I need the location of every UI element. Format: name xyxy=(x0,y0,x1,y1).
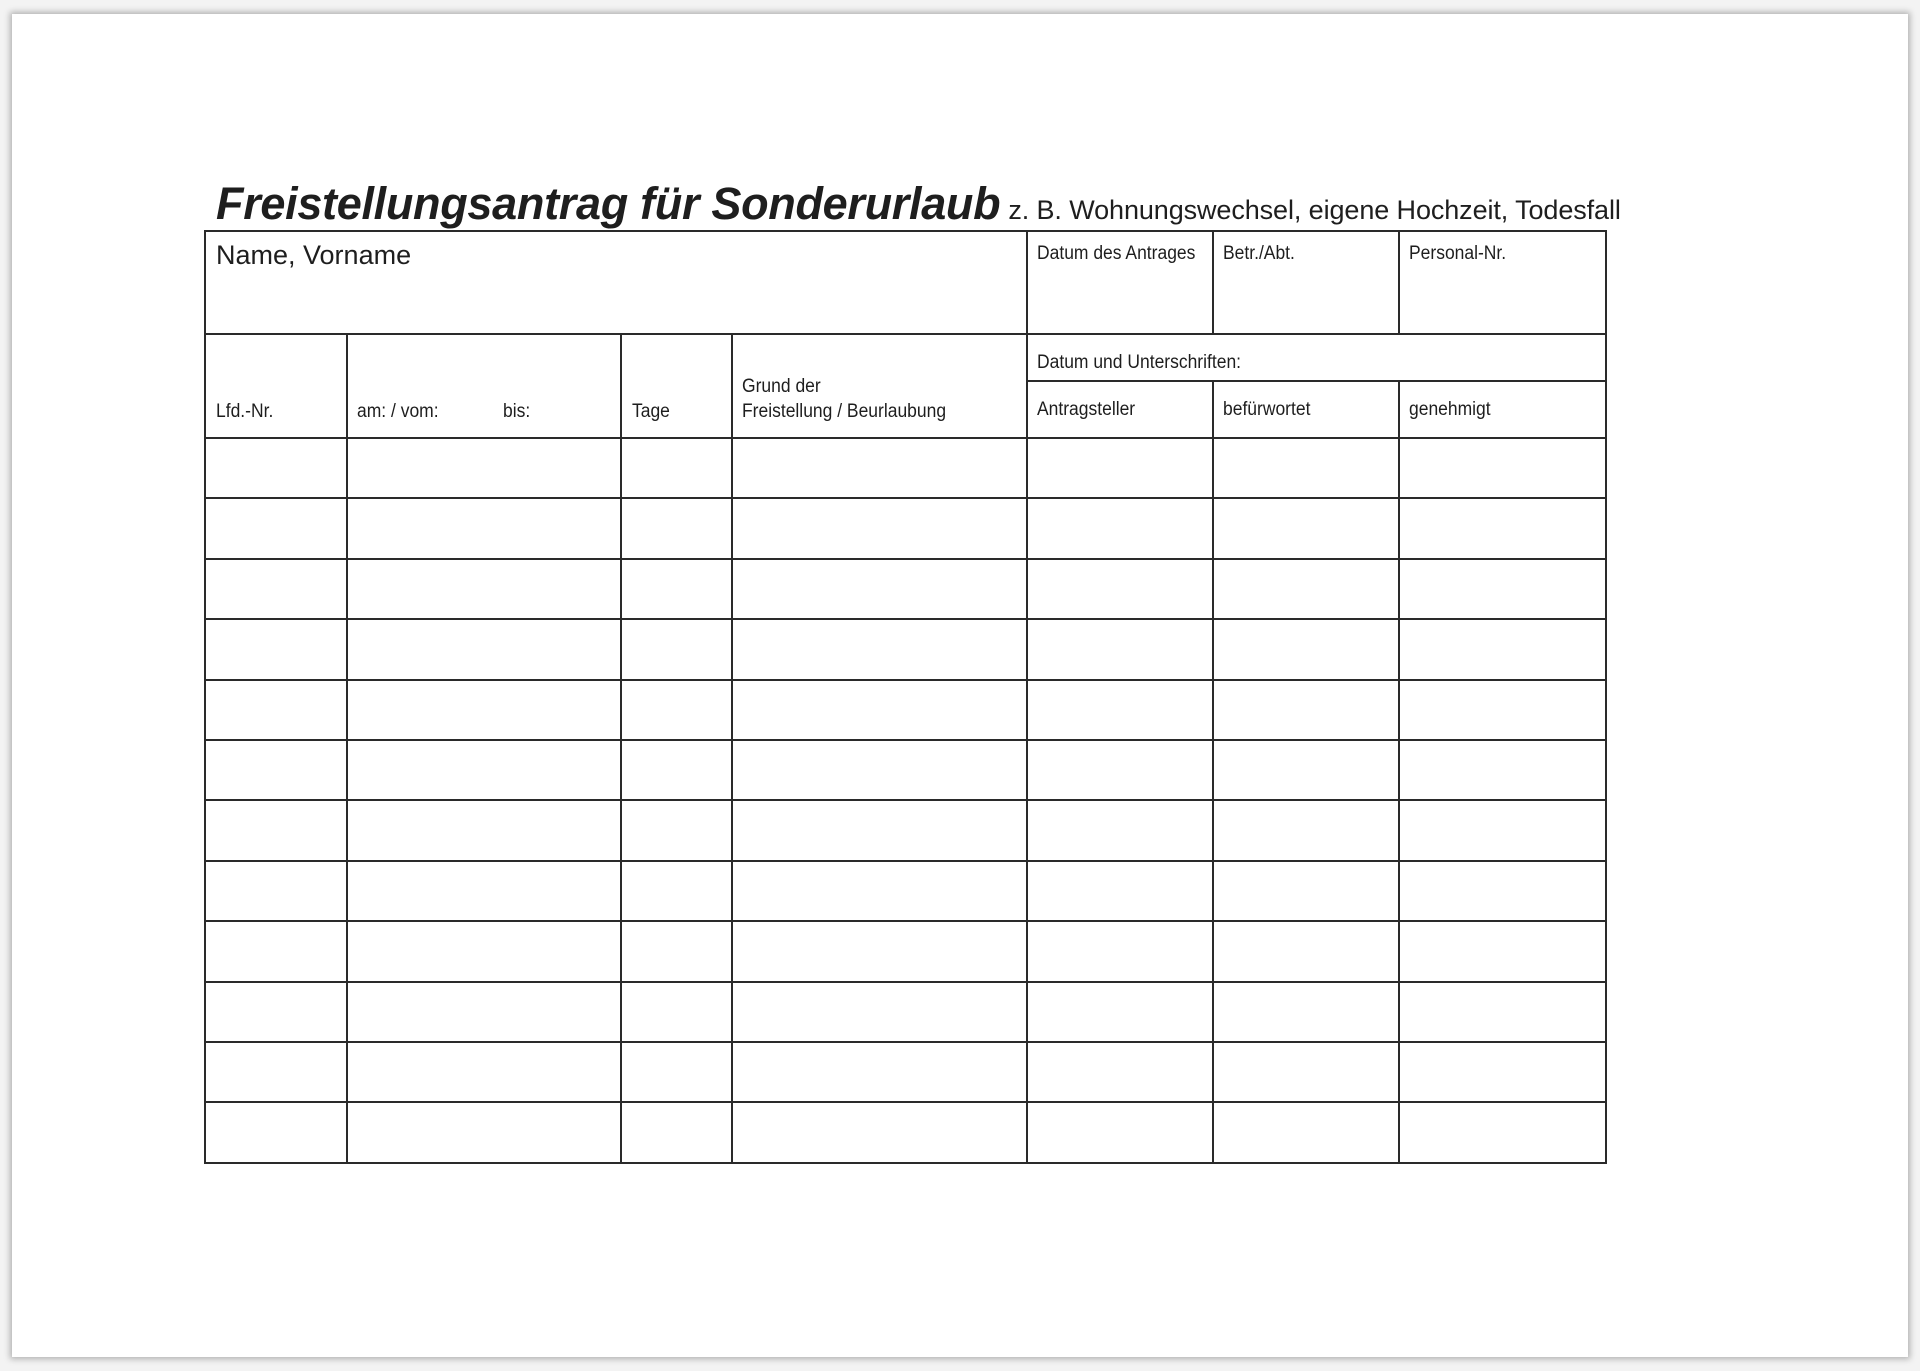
header-divider-personnel xyxy=(1398,230,1400,333)
col-endorsed-label: befürwortet xyxy=(1223,399,1311,420)
personnel-number-label: Personal-Nr. xyxy=(1409,243,1507,264)
dept-label: Betr./Abt. xyxy=(1223,243,1295,264)
col-reason-label-1: Grund der xyxy=(742,376,821,397)
col-from-label: am: / vom: xyxy=(357,401,439,422)
table-row xyxy=(204,739,1605,799)
table-row xyxy=(204,981,1605,1041)
signatures-group-label: Datum und Unterschriften: xyxy=(1037,352,1242,373)
name-label: Name, Vorname xyxy=(216,240,412,270)
table-row xyxy=(204,920,1605,980)
table-row xyxy=(204,497,1605,557)
table-row xyxy=(204,437,1605,497)
table-border-bottom xyxy=(204,1162,1607,1164)
table-row xyxy=(204,1041,1605,1101)
form-subtitle: z. B. Wohnungswechsel, eigene Hochzeit, Todesfall xyxy=(1008,195,1621,225)
col-to-label: bis: xyxy=(503,401,531,422)
table-row xyxy=(204,1101,1605,1161)
form-title: Freistellungsantrag für Sonderurlaub xyxy=(216,178,1001,229)
header-divider xyxy=(204,333,1605,335)
header-divider-dept xyxy=(1212,230,1214,333)
col-days-label: Tage xyxy=(632,401,670,422)
col-applicant-label: Antragsteller xyxy=(1037,399,1136,420)
form-title-row xyxy=(216,178,1621,230)
table-row xyxy=(204,860,1605,920)
signatures-divider xyxy=(1026,380,1605,382)
table-row xyxy=(204,799,1605,859)
table-row xyxy=(204,558,1605,618)
table-border-top xyxy=(204,230,1607,232)
col-reason-label-2: Freistellung / Beurlaubung xyxy=(742,401,947,422)
table-row xyxy=(204,679,1605,739)
col-approved-label: genehmigt xyxy=(1409,399,1491,420)
date-label: Datum des Antrages xyxy=(1037,243,1196,264)
table-row xyxy=(204,618,1605,678)
col-number-label: Lfd.-Nr. xyxy=(216,401,274,422)
table-border-right xyxy=(1605,230,1607,1164)
